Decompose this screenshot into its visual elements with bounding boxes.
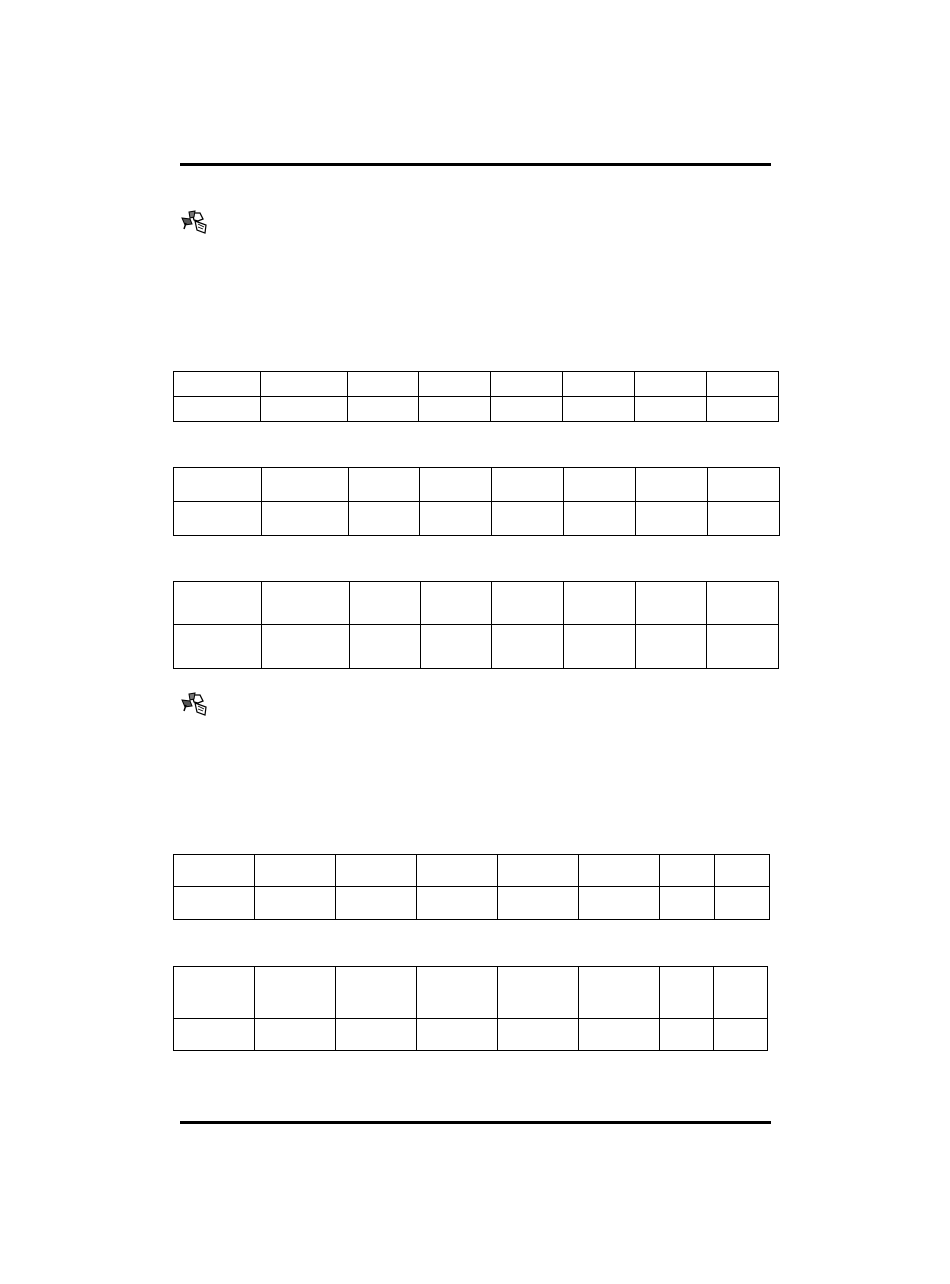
table-cell [349,502,420,536]
table-cell [708,502,780,536]
table-cell [579,887,660,920]
table-cell [174,502,262,536]
table-cell [174,582,262,625]
table-2 [173,467,780,536]
table-cell [421,625,492,669]
header-rule [180,163,771,166]
table-cell [564,625,636,669]
table-3 [173,581,779,669]
table-cell [492,468,564,502]
table-cell [261,397,348,422]
table-cell [174,372,261,397]
table-cell [707,372,779,397]
table-cell [174,855,255,887]
table-cell [707,625,779,669]
table-cell [336,1019,417,1051]
table-cell [636,468,708,502]
table-cell [564,582,636,625]
table-cell [255,855,336,887]
table-cell [262,625,350,669]
table-cell [563,397,635,422]
table-cell [636,502,708,536]
table-cell [262,468,349,502]
table-cell [420,502,492,536]
table-row [174,1019,768,1051]
table-cell [564,468,636,502]
table-cell [635,372,707,397]
table-cell [660,967,714,1019]
table-cell [635,397,707,422]
table-cell [417,1019,498,1051]
table-cell [491,397,563,422]
table-cell [336,855,417,887]
table-cell [336,967,417,1019]
table-cell [255,967,336,1019]
table-cell [579,1019,660,1051]
table-cell [349,468,420,502]
table-cell [492,625,564,669]
table-row [174,468,780,502]
table-cell [707,397,779,422]
table-cell [660,887,715,920]
table-cell [417,967,498,1019]
table-cell [261,372,348,397]
table-row [174,625,779,669]
table-row [174,502,780,536]
footer-rule [180,1121,771,1124]
table-cell [174,887,255,920]
table-cell [491,372,563,397]
table-cell [348,372,419,397]
table-row [174,582,779,625]
table-row [174,855,770,887]
table-cell [255,887,336,920]
table-4 [173,854,770,920]
table-cell [660,1019,714,1051]
table-cell [174,1019,255,1051]
table-cell [579,855,660,887]
table-cell [579,967,660,1019]
table-cell [714,967,768,1019]
table-1 [173,371,779,422]
table-cell [492,502,564,536]
table-cell [563,372,635,397]
table-cell [420,468,492,502]
table-cell [492,582,564,625]
table-cell [498,855,579,887]
table-5 [173,966,768,1051]
table-cell [262,582,350,625]
table-cell [350,582,421,625]
table-cell [417,887,498,920]
table-cell [708,468,780,502]
table-cell [707,582,779,625]
table-cell [636,582,707,625]
table-row [174,372,779,397]
table-cell [255,1019,336,1051]
table-cell [660,855,715,887]
pushpin-note-icon [179,691,209,717]
table-cell [419,397,491,422]
table-cell [421,582,492,625]
table-row [174,397,779,422]
table-cell [336,887,417,920]
table-cell [174,468,262,502]
table-cell [348,397,419,422]
table-cell [419,372,491,397]
table-row [174,967,768,1019]
table-cell [262,502,349,536]
table-cell [174,625,262,669]
table-cell [174,397,261,422]
table-row [174,887,770,920]
table-cell [636,625,707,669]
table-cell [715,887,770,920]
table-cell [564,502,636,536]
pushpin-note-icon [179,209,209,235]
table-cell [498,967,579,1019]
table-cell [350,625,421,669]
table-cell [498,887,579,920]
table-cell [498,1019,579,1051]
table-cell [715,855,770,887]
table-cell [714,1019,768,1051]
table-cell [174,967,255,1019]
table-cell [417,855,498,887]
